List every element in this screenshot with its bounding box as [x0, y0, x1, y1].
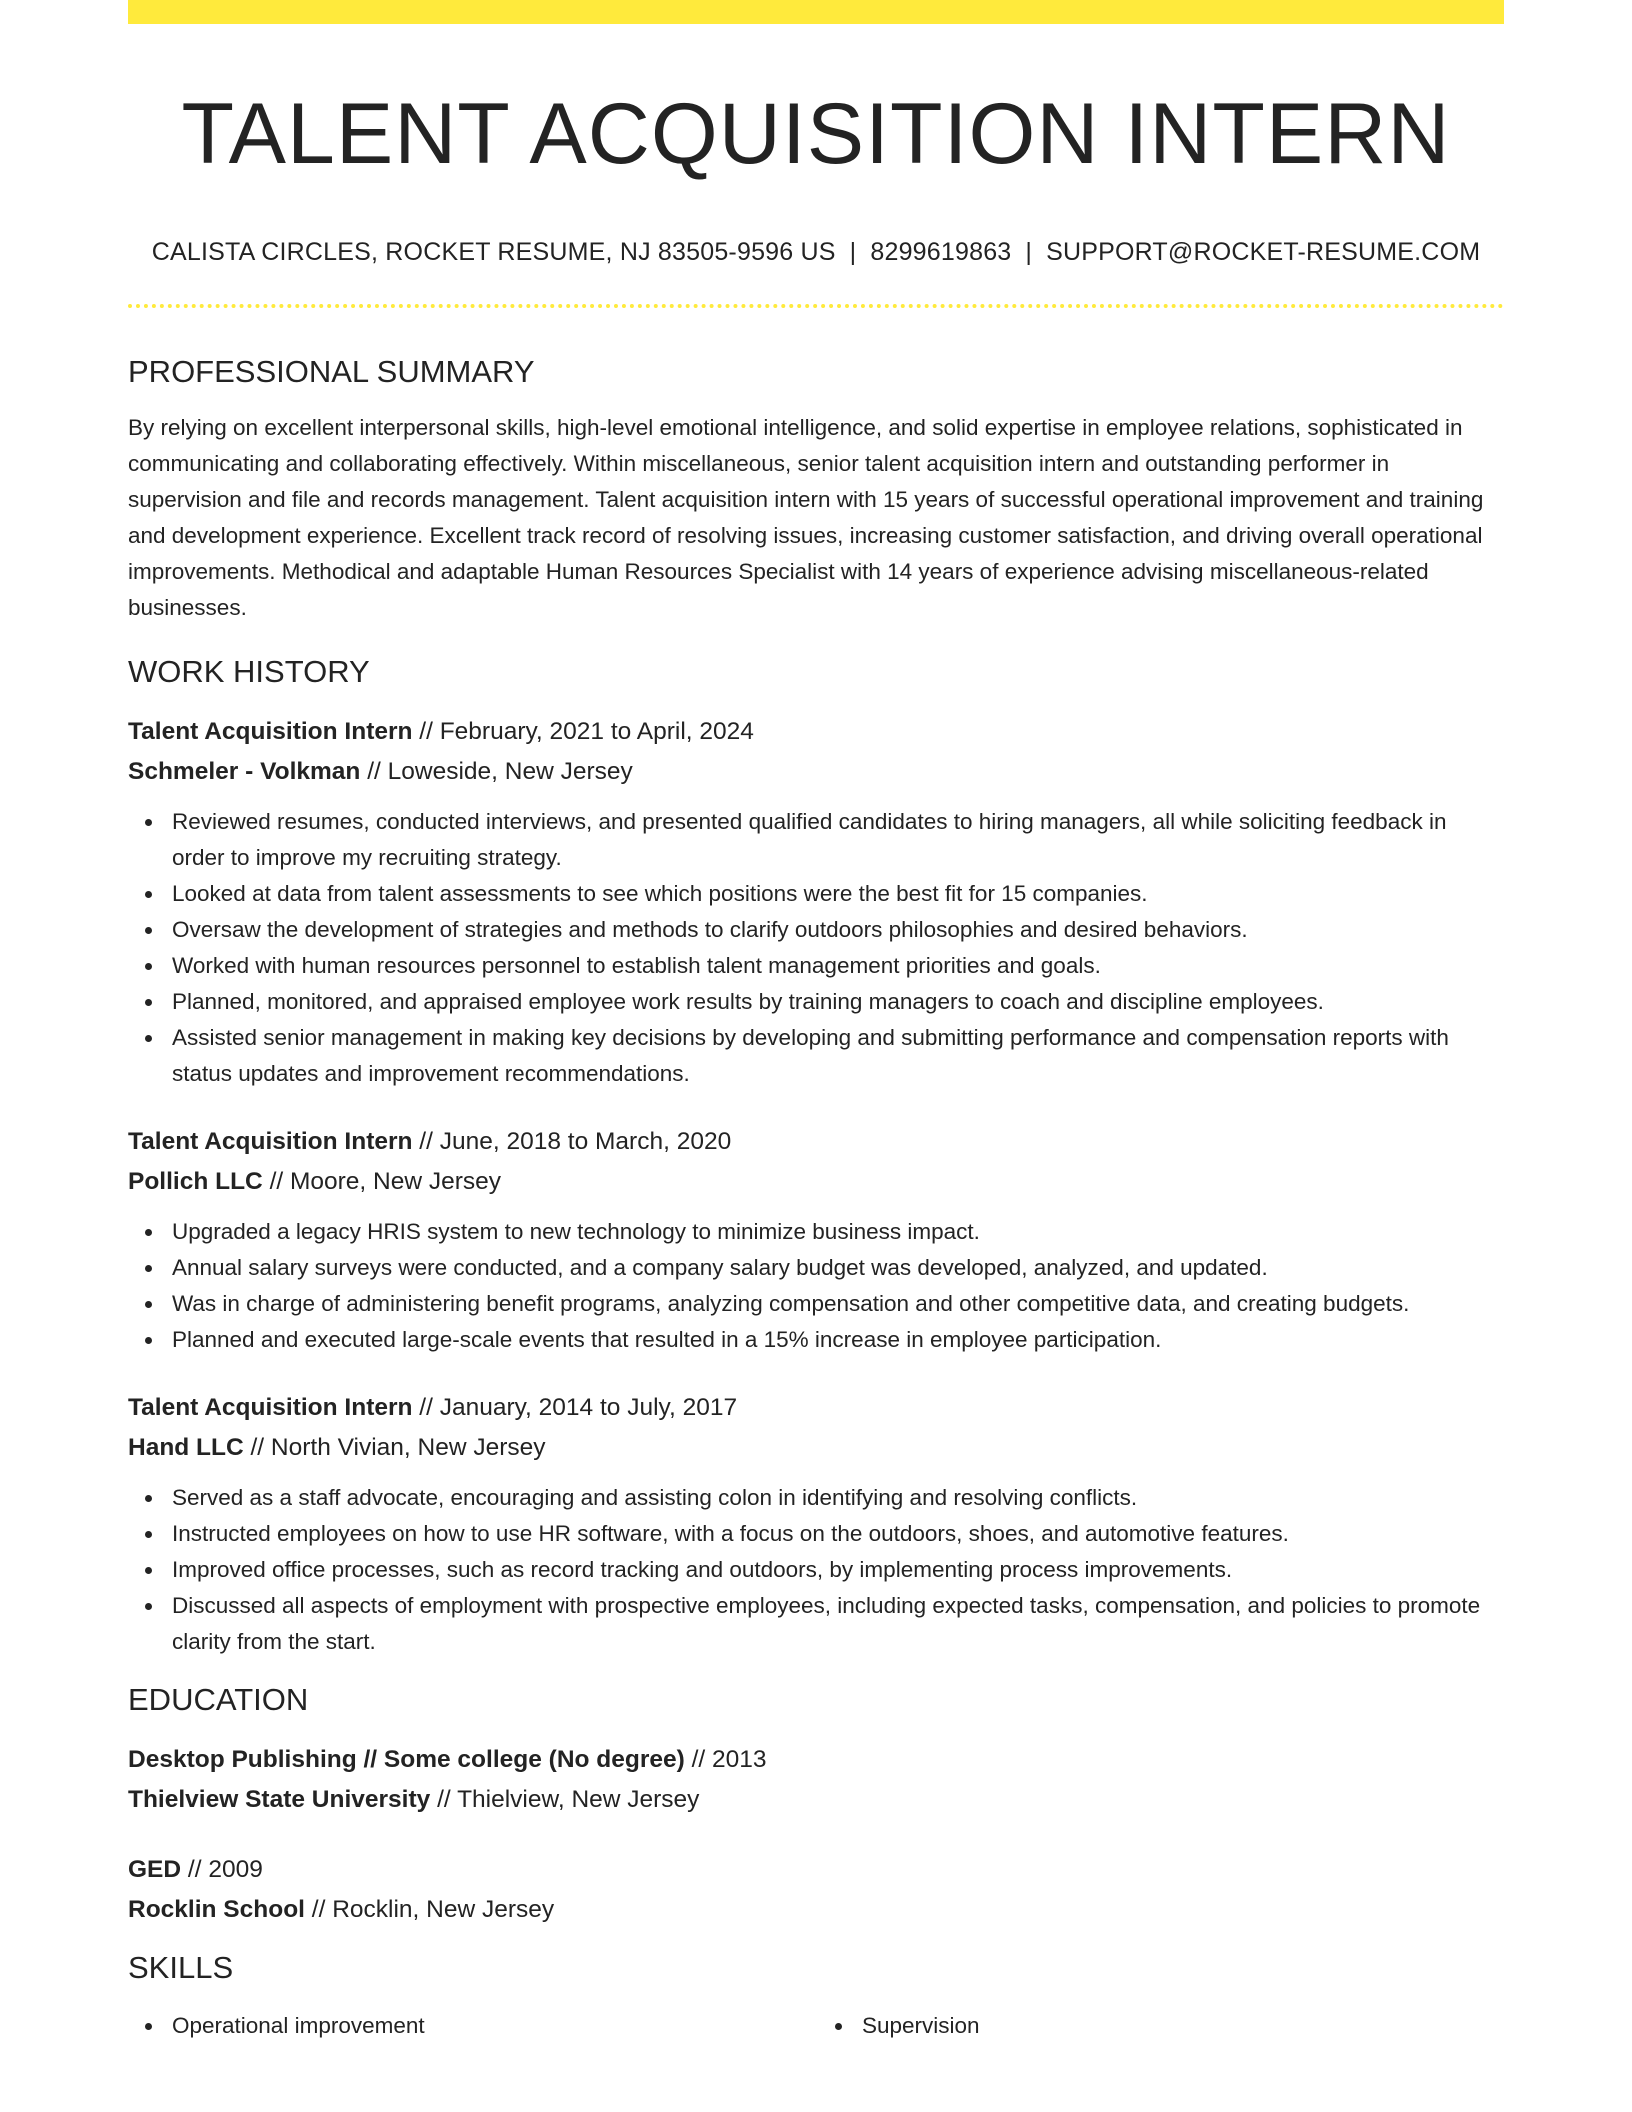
education-school-line [128, 1780, 1504, 1820]
job-location: // North Vivian, New Jersey [250, 1434, 546, 1461]
job-company: Pollich LLC [128, 1168, 263, 1195]
list-item: Oversaw the development of strategies and methods to clarify outdoors philosophies and desired behaviors. [172, 912, 1504, 948]
list-item: Discussed all aspects of employment with prospective employees, including expected tasks, compensation, and policies to promote clarity from the start. [172, 1588, 1504, 1660]
education-year: // 2009 [187, 1856, 263, 1883]
job-dates: // June, 2018 to March, 2020 [419, 1128, 732, 1155]
job-role: Talent Acquisition Intern [128, 1394, 413, 1421]
contact-separator: | [1025, 238, 1033, 266]
job-company-line [128, 1428, 1504, 1468]
job-title-line [128, 1122, 1504, 1162]
summary-text: By relying on excellent interpersonal skills, high-level emotional intelligence, and solid expertise in employee relations, sophisticated in communicating and collaborating effectively. Within miscellaneous, senior talent acquisition intern and outstanding performer in supervision and file and records management. Talent acquisition intern with 15 years of successful operational improvement and training and development experience. Excellent track record of resolving issues, increasing customer satisfaction, and driving overall operational improvements. Methodical and adaptable Human Resources Specialist with 14 years of experience advising miscellaneous-related businesses. [128, 415, 1484, 620]
resume-page [128, 0, 1504, 2044]
education-degree: GED [128, 1856, 182, 1883]
job-role: Talent Acquisition Intern [128, 718, 413, 745]
list-item: Looked at data from talent assessments to see which positions were the best fit for 15 companies. [172, 876, 1504, 912]
education-degree-line [128, 1740, 1504, 1780]
skills-column-right [814, 2008, 1504, 2044]
job-dates: // February, 2021 to April, 2024 [419, 718, 754, 745]
list-item: Instructed employees on how to use HR software, with a focus on the outdoors, shoes, and automotive features. [172, 1516, 1504, 1552]
job-company-line [128, 1162, 1504, 1202]
list-item: Operational improvement [172, 2008, 814, 2044]
top-accent-bar [128, 0, 1504, 24]
skills-column-left [128, 2008, 814, 2044]
list-item: Planned, monitored, and appraised employee work results by training managers to coach and discipline employees. [172, 984, 1504, 1020]
job-title-line [128, 712, 1504, 752]
job-role: Talent Acquisition Intern [128, 1128, 413, 1155]
list-item: Supervision [862, 2008, 1504, 2044]
education-school: Thielview State University [128, 1786, 431, 1813]
list-item: Worked with human resources personnel to establish talent management priorities and goals. [172, 948, 1504, 984]
list-item: Served as a staff advocate, encouraging and assisting colon in identifying and resolving conflicts. [172, 1480, 1504, 1516]
list-item: Planned and executed large-scale events that resulted in a 15% increase in employee participation. [172, 1322, 1504, 1358]
list-item: Assisted senior management in making key decisions by developing and submitting performance and compensation reports with status updates and improvement recommendations. [172, 1020, 1504, 1092]
skills-grid [128, 2008, 1504, 2044]
list-item: Annual salary surveys were conducted, and a company salary budget was developed, analyzed, and updated. [172, 1250, 1504, 1286]
job-company: Schmeler - Volkman [128, 758, 361, 785]
job-bullets [128, 804, 1504, 1092]
job-title-line [128, 1388, 1504, 1428]
skills-heading: SKILLS [128, 1950, 234, 1985]
contact-line [128, 236, 1504, 268]
list-item: Was in charge of administering benefit programs, analyzing compensation and other competitive data, and creating budgets. [172, 1286, 1504, 1322]
skills-list [818, 2008, 1504, 2044]
resume-title: TALENT ACQUISITION INTERN [181, 86, 1451, 182]
education-location: // Thielview, New Jersey [437, 1786, 700, 1813]
education-entry [128, 1740, 1504, 1820]
job-dates: // January, 2014 to July, 2017 [419, 1394, 738, 1421]
skills-list [128, 2008, 814, 2044]
contact-address: CALISTA CIRCLES, ROCKET RESUME, NJ 83505-9596 US [151, 238, 836, 266]
contact-separator: | [849, 238, 857, 266]
education-location: // Rocklin, New Jersey [311, 1896, 555, 1923]
education-school: Rocklin School [128, 1896, 305, 1923]
dotted-divider [128, 304, 1504, 308]
list-item: Improved office processes, such as record tracking and outdoors, by implementing process improvements. [172, 1552, 1504, 1588]
job-entry [128, 1388, 1504, 1660]
job-company-line [128, 752, 1504, 792]
job-location: // Loweside, New Jersey [367, 758, 633, 785]
job-entry [128, 1122, 1504, 1358]
job-company: Hand LLC [128, 1434, 244, 1461]
list-item: Reviewed resumes, conducted interviews, and presented qualified candidates to hiring managers, all while soliciting feedback in order to improve my recruiting strategy. [172, 804, 1504, 876]
job-bullets [128, 1480, 1504, 1660]
job-location: // Moore, New Jersey [269, 1168, 502, 1195]
education-heading: EDUCATION [128, 1682, 309, 1717]
education-degree-line [128, 1850, 1504, 1890]
contact-email: SUPPORT@ROCKET-RESUME.COM [1046, 238, 1481, 266]
education-degree: Desktop Publishing // Some college (No degree) [128, 1746, 685, 1773]
list-item: Upgraded a legacy HRIS system to new technology to minimize business impact. [172, 1214, 1504, 1250]
job-entry [128, 712, 1504, 1092]
education-school-line [128, 1890, 1504, 1930]
summary-heading: PROFESSIONAL SUMMARY [128, 354, 535, 389]
education-year: // 2013 [691, 1746, 767, 1773]
contact-phone: 8299619863 [870, 238, 1012, 266]
education-entry [128, 1850, 1504, 1930]
work-history-heading: WORK HISTORY [128, 654, 370, 689]
job-bullets [128, 1214, 1504, 1358]
